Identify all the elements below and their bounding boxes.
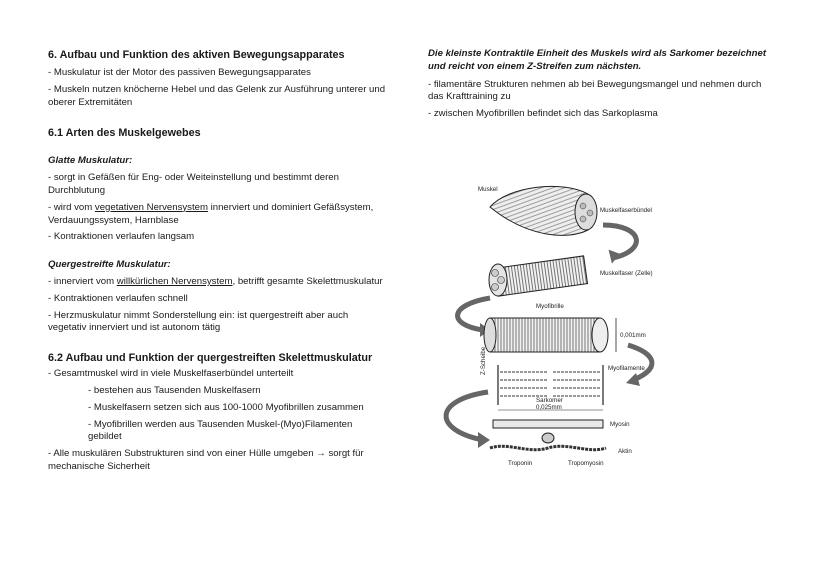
s62-last: - Alle muskulären Substrukturen sind von einer Hülle umgeben → sorgt für mechanische Sicherheit [48, 448, 364, 472]
quer-line-3: - Herzmuskulatur nimmt Sonderstellung ein: ist quergestreift aber auch vegetativ innerviert und ist autonom tätig [48, 309, 349, 334]
s62-sub-2: - Muskelfasern setzen sich aus 100-1000 Myofibrillen zusammen [88, 401, 364, 413]
section-61-title: 6.1 Arten des Muskelgewebes [48, 127, 201, 140]
label-troponin: Troponin [508, 460, 533, 467]
label-muskel: Muskel [478, 186, 498, 193]
label-sarkomer-size: 0,025mm [536, 404, 562, 411]
label-size: 0,001mm [620, 332, 646, 339]
label-myofibrille: Myofibrille [536, 303, 564, 310]
right-line-1: - filamentäre Strukturen nehmen ab bei Bewegungsmangel und nehmen durch das Krafttraining zu [428, 78, 762, 103]
label-myofilamente: Myofilamente [608, 365, 645, 372]
quer-line-2: - Kontraktionen verlaufen schnell [48, 292, 188, 304]
left-column [48, 48, 388, 474]
sarkomer-intro: Die kleinste Kontraktile Einheit des Muskels wird als Sarkomer bezeichnet und reicht von einem Z-Streifen zum nächsten. [428, 48, 767, 72]
label-muskelfaserbuendel: Muskelfaserbündel [600, 207, 652, 214]
s62-line-1: - Gesamtmuskel wird in viele Muskelfaserbündel unterteilt [48, 368, 294, 380]
s6-line-1: - Muskulatur ist der Motor des passiven Bewegungsapparates [48, 67, 311, 78]
label-muskelfaser: Muskelfaser (Zelle) [600, 270, 653, 277]
right-column [428, 48, 778, 121]
label-zscheibe: Z-Scheibe [480, 346, 487, 375]
glatt-line-2: - wird vom vegetativen Nervensystem innerviert und dominiert Gefäßsystem, Verdauungssystem, Harnblase [48, 201, 374, 226]
quer-link: willkürlichen Nervensystem [116, 275, 233, 287]
label-tropomyosin: Tropomyosin [568, 460, 604, 467]
s6-line-2: - Muskeln nutzen knöcherne Hebel und das Gelenk zur Ausführung unterer und oberer Extremitäten [48, 83, 386, 108]
glatt-line-3: - Kontraktionen verlaufen langsam [48, 231, 195, 243]
label-myosin: Myosin [610, 421, 630, 428]
muscle-structure-figure [428, 180, 678, 480]
s62-sub-3: - Myofibrillen werden aus Tausenden Muskel-(Myo)Filamenten gebildet [88, 418, 353, 443]
right-line-2: - zwischen Myofibrillen befindet sich das Sarkoplasma [428, 108, 658, 120]
s62-sub-1: - bestehen aus Tausenden Muskelfasern [88, 384, 261, 396]
quer-line-1: - innerviert vom willkürlichen Nervensystem, betrifft gesamte Skelettmuskulatur [48, 275, 383, 287]
section-6-title: 6. Aufbau und Funktion des aktiven Bewegungsapparates [48, 49, 345, 61]
section-62-title: 6.2 Aufbau und Funktion der quergestreiften Skelettmuskulatur [48, 352, 373, 365]
glatt-title: Glatte Muskulatur: [48, 155, 133, 167]
myofibril-shape [484, 318, 616, 352]
glatt-link: vegetativen Nervensystem [94, 201, 208, 213]
fiber-bundle-shape [489, 256, 588, 296]
quer-title: Quergestreifte Muskulatur: [48, 259, 171, 271]
label-sarkomer: Sarkomer [536, 397, 563, 404]
myosin-actin-shape [490, 420, 606, 450]
label-aktin: Aktin [618, 448, 632, 455]
muscle-shape [490, 186, 597, 235]
muscle-diagram [428, 180, 678, 480]
glatt-line-1: - sorgt in Gefäßen für Eng- oder Weiteinstellung und bestimmt deren Durchblutung [48, 172, 339, 196]
